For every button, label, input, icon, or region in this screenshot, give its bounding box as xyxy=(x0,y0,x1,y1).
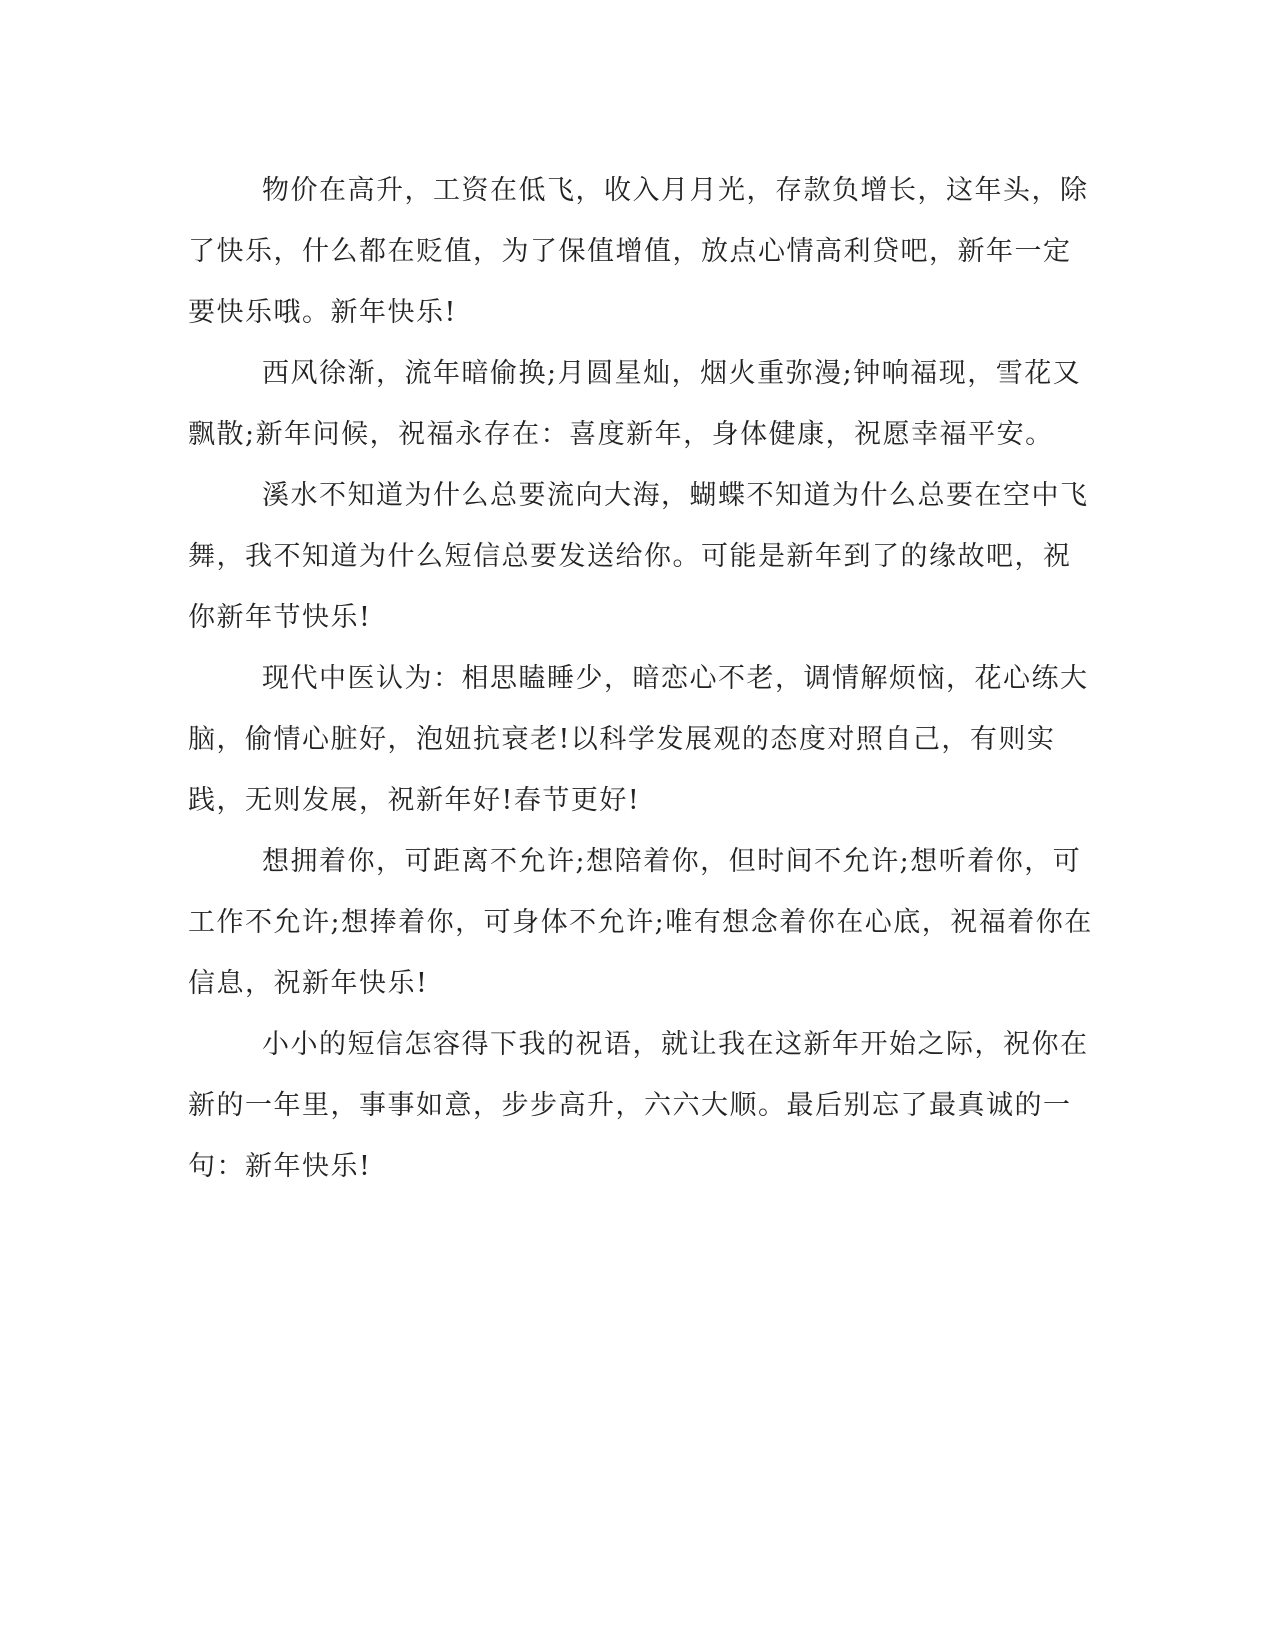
paragraph-2: 西风徐渐，流年暗偷换;月圆星灿，烟火重弥漫;钟响福现，雪花又飘散;新年问候，祝福永存在：喜度新年，身体健康，祝愿幸福平安。 xyxy=(188,358,1082,450)
paragraph-1: 物价在高升，工资在低飞，收入月月光，存款负增长，这年头，除了快乐，什么都在贬值，为了保值增值，放点心情高利贷吧，新年一定要快乐哦。新年快乐! xyxy=(188,175,1089,328)
paragraph-5: 想拥着你，可距离不允许;想陪着你，但时间不允许;想听着你，可工作不允许;想捧着你，可身体不允许;唯有想念着你在心底，祝福着你在信息，祝新年快乐! xyxy=(188,846,1093,999)
paragraph-6: 小小的短信怎容得下我的祝语，就让我在这新年开始之际，祝你在新的一年里，事事如意，步步高升，六六大顺。最后别忘了最真诚的一句：新年快乐! xyxy=(188,1029,1089,1182)
paragraph-3: 溪水不知道为什么总要流向大海，蝴蝶不知道为什么总要在空中飞舞，我不知道为什么短信总要发送给你。可能是新年到了的缘故吧，祝你新年节快乐! xyxy=(188,480,1089,633)
paragraph-4: 现代中医认为：相思瞌睡少，暗恋心不老，调情解烦恼，花心练大脑，偷情心脏好，泡妞抗衰老!以科学发展观的态度对照自己，有则实践，无则发展，祝新年好!春节更好! xyxy=(188,663,1089,816)
document-body xyxy=(188,160,1098,1197)
